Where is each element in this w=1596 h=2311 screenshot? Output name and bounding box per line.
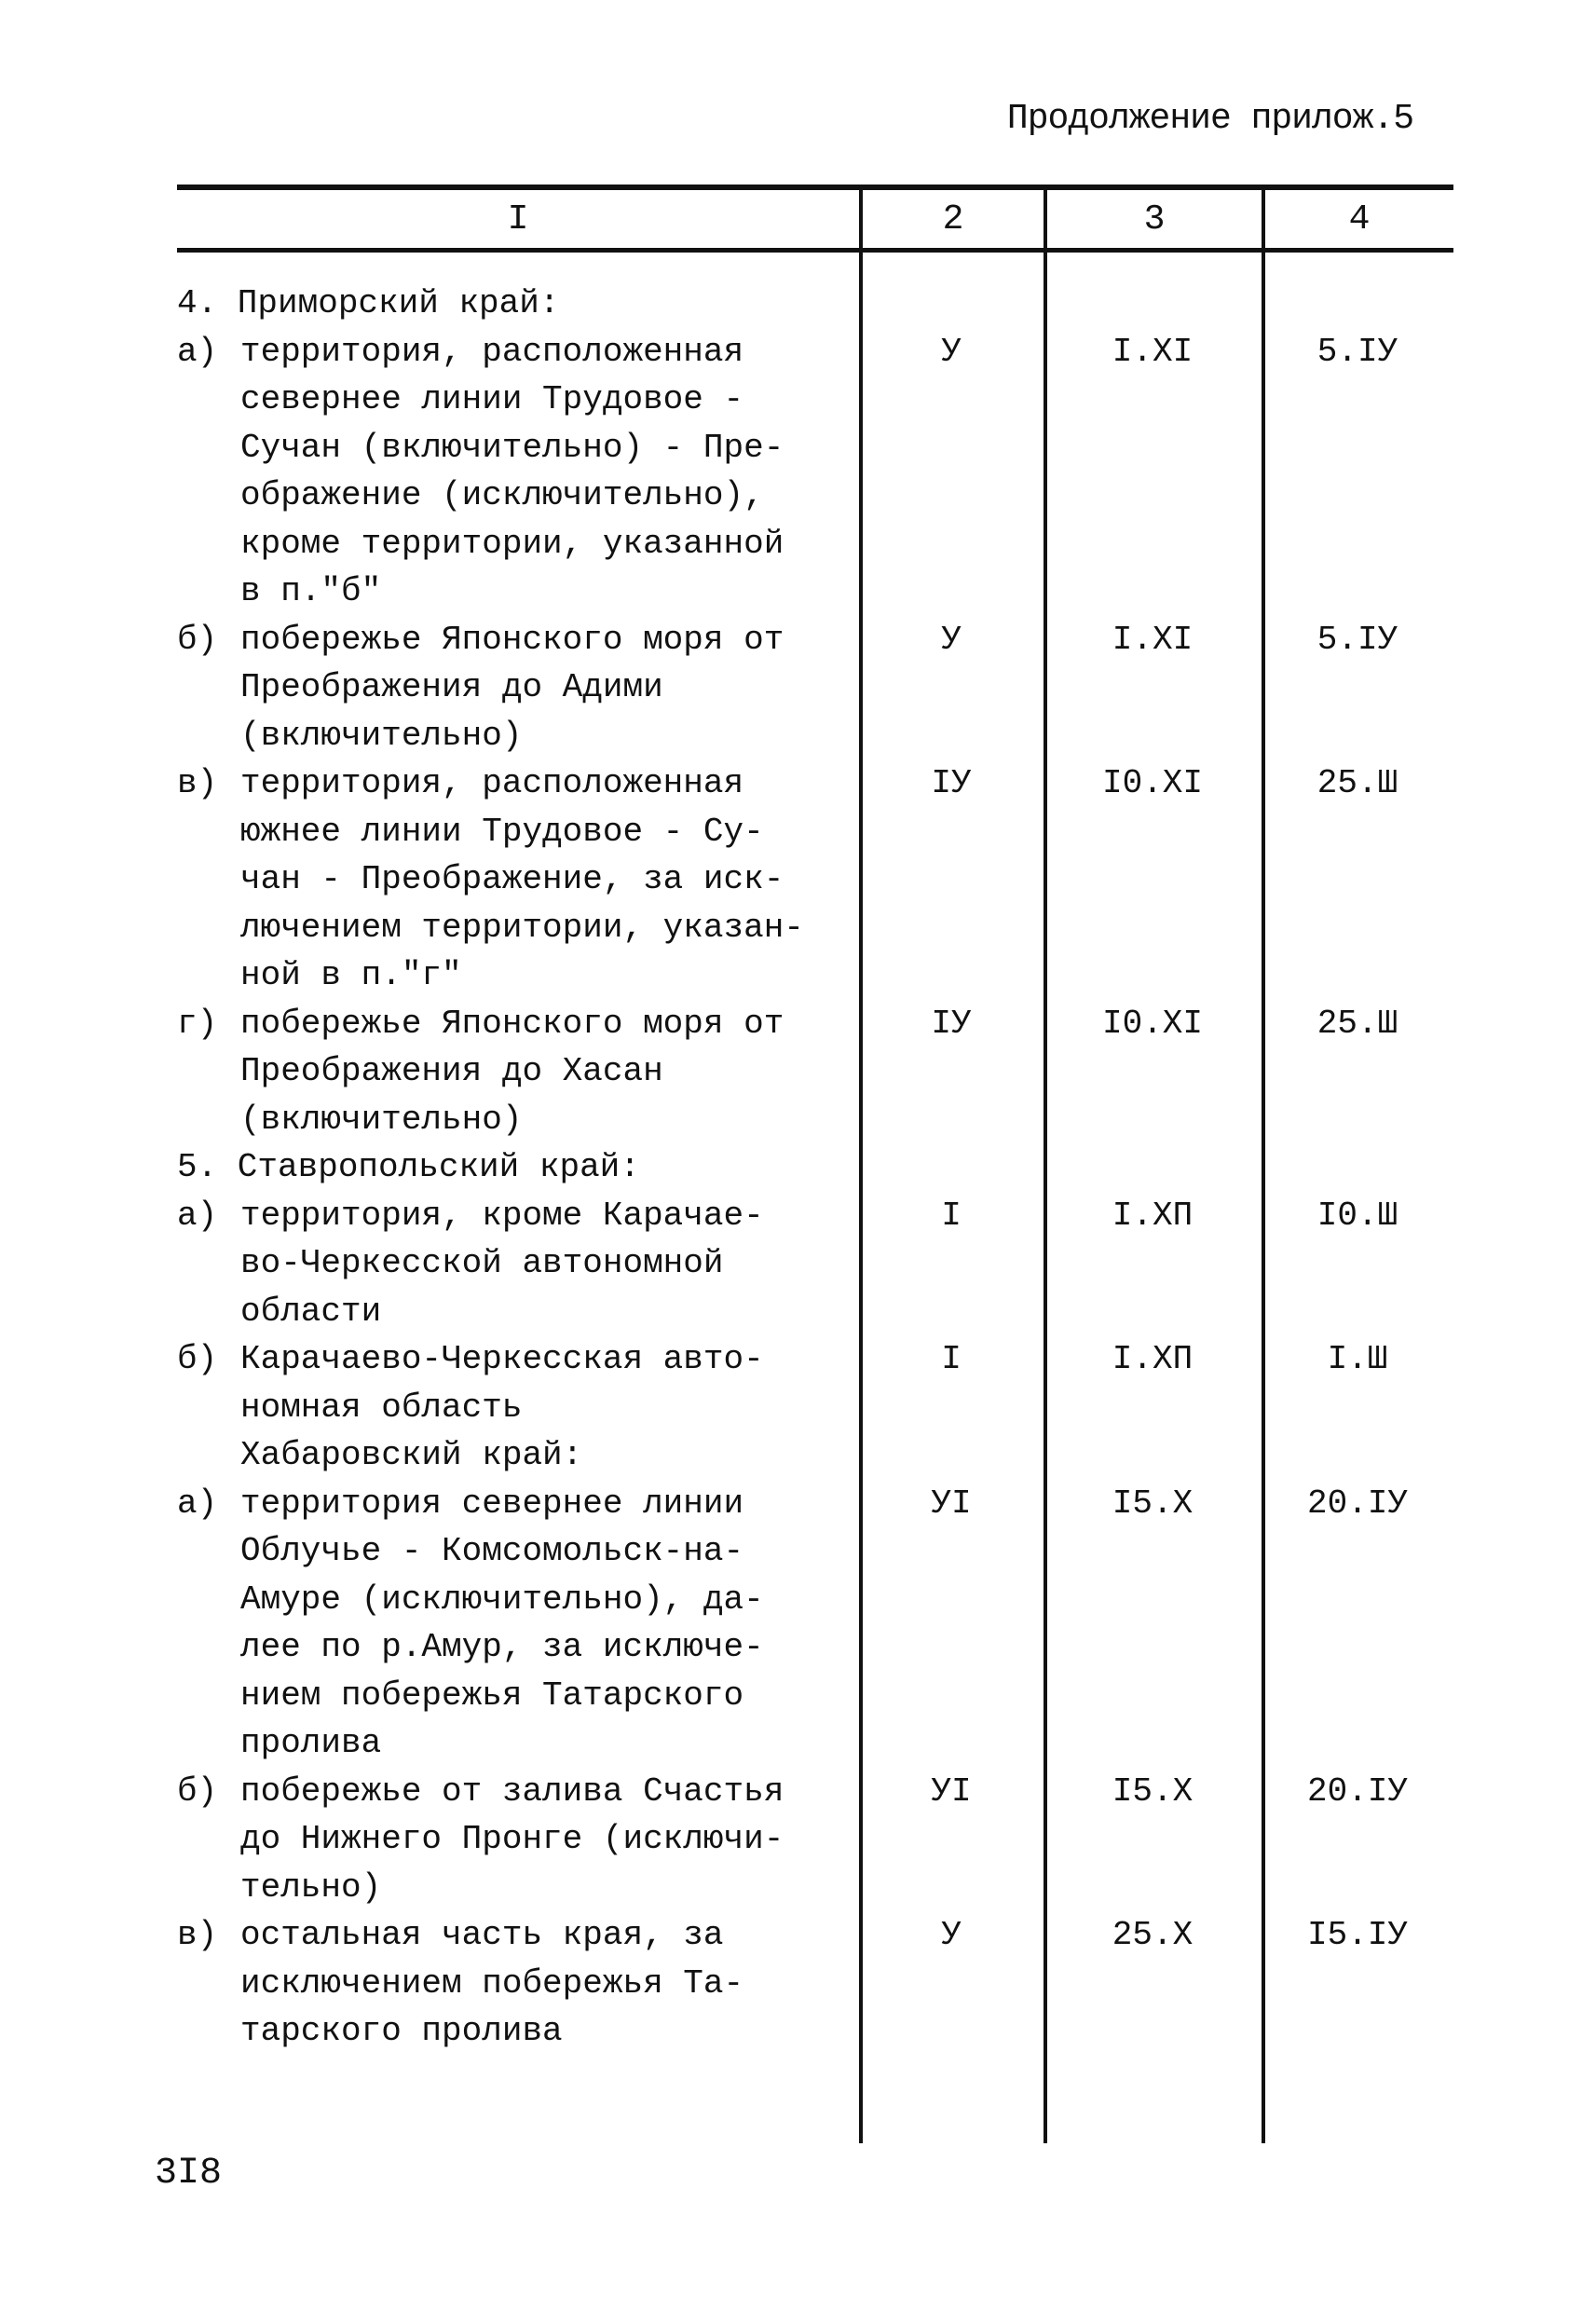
region-description-cell bbox=[177, 1192, 859, 1336]
item-marker: а) bbox=[177, 332, 218, 371]
column-header-2: 2 bbox=[942, 199, 964, 239]
end-date-cell: 20.IУ bbox=[1306, 1771, 1409, 1811]
text-line: ображение (исключительно), bbox=[240, 476, 764, 514]
region-description-cell bbox=[177, 1768, 859, 1912]
text-line: тельно) bbox=[240, 1867, 382, 1907]
end-date-cell: I0.Ш bbox=[1316, 1196, 1398, 1235]
text-line: территория севернее линии bbox=[240, 1484, 744, 1523]
page-header-continuation: Продолжение прилож.5 bbox=[1006, 99, 1413, 139]
text-line: севернее линии Трудовое - bbox=[240, 380, 744, 418]
text-line: побережье Японского моря от bbox=[240, 1004, 784, 1043]
region-text bbox=[240, 1000, 859, 1144]
text-line: области bbox=[240, 1292, 382, 1331]
text-line: Карачаево-Черкесская авто- bbox=[240, 1340, 764, 1378]
text-line: остальная часть края, за bbox=[240, 1916, 724, 1954]
start-date-cell: I.XП bbox=[1112, 1196, 1194, 1235]
region-description-cell bbox=[177, 328, 859, 616]
zone-cell: У bbox=[941, 620, 962, 659]
item-marker: в) bbox=[177, 1916, 218, 1954]
text-line: исключением побережья Та- bbox=[240, 1963, 744, 2003]
region-text bbox=[240, 1335, 859, 1431]
zone-cell: У bbox=[941, 332, 962, 371]
region-text bbox=[177, 280, 859, 328]
table-row bbox=[177, 328, 1453, 616]
start-date-cell: I.XI bbox=[1112, 332, 1194, 371]
zone-cell: I bbox=[941, 1340, 962, 1378]
text-line: тарского пролива bbox=[240, 2012, 563, 2050]
region-description-cell bbox=[177, 1431, 889, 1480]
text-line: ной в п."г" bbox=[240, 956, 462, 994]
region-description-cell bbox=[177, 1335, 859, 1431]
text-line: чан - Преображение, за иск- bbox=[240, 860, 784, 898]
zone-cell: УI bbox=[931, 1771, 972, 1811]
zone-cell: УI bbox=[931, 1484, 972, 1523]
text-line: номная область bbox=[240, 1388, 523, 1427]
item-marker: в) bbox=[177, 764, 218, 802]
table-row bbox=[177, 759, 1453, 1000]
item-marker: б) bbox=[177, 620, 218, 659]
region-text bbox=[240, 1480, 859, 1768]
text-line: Преображения до Хасан bbox=[240, 1052, 663, 1090]
region-text bbox=[240, 759, 859, 1000]
table-body bbox=[177, 280, 1453, 2056]
text-line: 5. Ставропольский край: bbox=[177, 1148, 640, 1186]
text-line: Амуре (исключительно), да- bbox=[240, 1579, 764, 1619]
table-row bbox=[177, 280, 1453, 328]
text-line: Сучан (включительно) - Пре- bbox=[240, 428, 784, 467]
table-row bbox=[177, 1192, 1453, 1336]
text-line: (включительно) bbox=[240, 1100, 523, 1139]
page-number: 3I8 bbox=[155, 2153, 223, 2195]
table-row bbox=[177, 1431, 1453, 1480]
region-text bbox=[240, 1431, 889, 1480]
text-line: Преображения до Адими bbox=[240, 668, 663, 706]
region-description-cell bbox=[177, 616, 859, 760]
text-line: нием побережья Татарского bbox=[240, 1675, 744, 1715]
text-line: до Нижнего Пронге (исключи- bbox=[240, 1820, 784, 1858]
start-date-cell: I5.X bbox=[1112, 1771, 1194, 1811]
end-date-cell: 25.Ш bbox=[1316, 1004, 1398, 1043]
table-row bbox=[177, 1480, 1453, 1768]
table-row bbox=[177, 1768, 1453, 1912]
table-row bbox=[177, 1000, 1453, 1144]
end-date-cell: 5.IУ bbox=[1316, 620, 1398, 659]
item-marker: г) bbox=[177, 1004, 218, 1043]
text-line: территория, кроме Карачае- bbox=[240, 1196, 764, 1235]
end-date-cell: I5.IУ bbox=[1306, 1916, 1409, 1954]
item-marker: а) bbox=[177, 1196, 218, 1235]
region-text bbox=[240, 1768, 859, 1912]
column-header-3: 3 bbox=[1143, 199, 1166, 239]
table-row bbox=[177, 1911, 1453, 2056]
zone-cell: У bbox=[941, 1916, 962, 1954]
text-line: лючением территории, указан- bbox=[240, 908, 804, 947]
start-date-cell: I0.XI bbox=[1101, 764, 1204, 802]
text-line: во-Черкесской автономной bbox=[240, 1244, 724, 1282]
region-text bbox=[177, 1143, 859, 1192]
table-row bbox=[177, 1143, 1453, 1192]
table-row bbox=[177, 616, 1453, 760]
column-header-4: 4 bbox=[1348, 199, 1371, 239]
end-date-cell: 25.Ш bbox=[1316, 764, 1398, 802]
text-line: территория, расположенная bbox=[240, 764, 744, 802]
zone-cell: IУ bbox=[931, 1004, 972, 1043]
text-line: южнее линии Трудовое - Су- bbox=[240, 812, 764, 851]
item-marker: а) bbox=[177, 1484, 218, 1523]
text-line: побережье Японского моря от bbox=[240, 620, 784, 659]
end-date-cell: 5.IУ bbox=[1316, 332, 1398, 371]
column-header-1: I bbox=[507, 199, 529, 239]
table-row bbox=[177, 1335, 1453, 1431]
item-marker: б) bbox=[177, 1340, 218, 1378]
zone-cell: IУ bbox=[931, 764, 972, 802]
item-marker: б) bbox=[177, 1771, 218, 1811]
text-line: кроме территории, указанной bbox=[240, 524, 784, 563]
start-date-cell: I.XI bbox=[1112, 620, 1194, 659]
region-description-cell bbox=[177, 1911, 859, 2056]
text-line: в п."б" bbox=[240, 572, 382, 610]
region-text bbox=[240, 1911, 859, 2056]
region-text bbox=[240, 328, 859, 616]
end-date-cell: 20.IУ bbox=[1306, 1484, 1409, 1523]
region-description-cell bbox=[177, 1480, 859, 1768]
region-description-cell bbox=[177, 759, 859, 1000]
region-text bbox=[240, 616, 859, 760]
text-line: пролива bbox=[240, 1724, 382, 1762]
text-line: 4. Приморский край: bbox=[177, 284, 560, 322]
region-text bbox=[240, 1192, 859, 1336]
start-date-cell: 25.X bbox=[1112, 1916, 1194, 1954]
start-date-cell: I.XП bbox=[1112, 1340, 1194, 1378]
region-description-cell bbox=[177, 280, 859, 328]
text-line: территория, расположенная bbox=[240, 332, 744, 371]
text-line: Хабаровский край: bbox=[240, 1436, 583, 1474]
text-line: (включительно) bbox=[240, 716, 523, 755]
start-date-cell: I0.XI bbox=[1101, 1004, 1204, 1043]
end-date-cell: I.Ш bbox=[1327, 1340, 1388, 1378]
text-line: Облучье - Комсомольск-на- bbox=[240, 1532, 744, 1570]
zone-cell: I bbox=[941, 1196, 962, 1235]
text-line: побережье от залива Счастья bbox=[240, 1771, 784, 1811]
region-description-cell bbox=[177, 1000, 859, 1144]
region-description-cell bbox=[177, 1143, 859, 1192]
start-date-cell: I5.X bbox=[1112, 1484, 1194, 1523]
text-line: лее по р.Амур, за исключе- bbox=[240, 1628, 764, 1666]
